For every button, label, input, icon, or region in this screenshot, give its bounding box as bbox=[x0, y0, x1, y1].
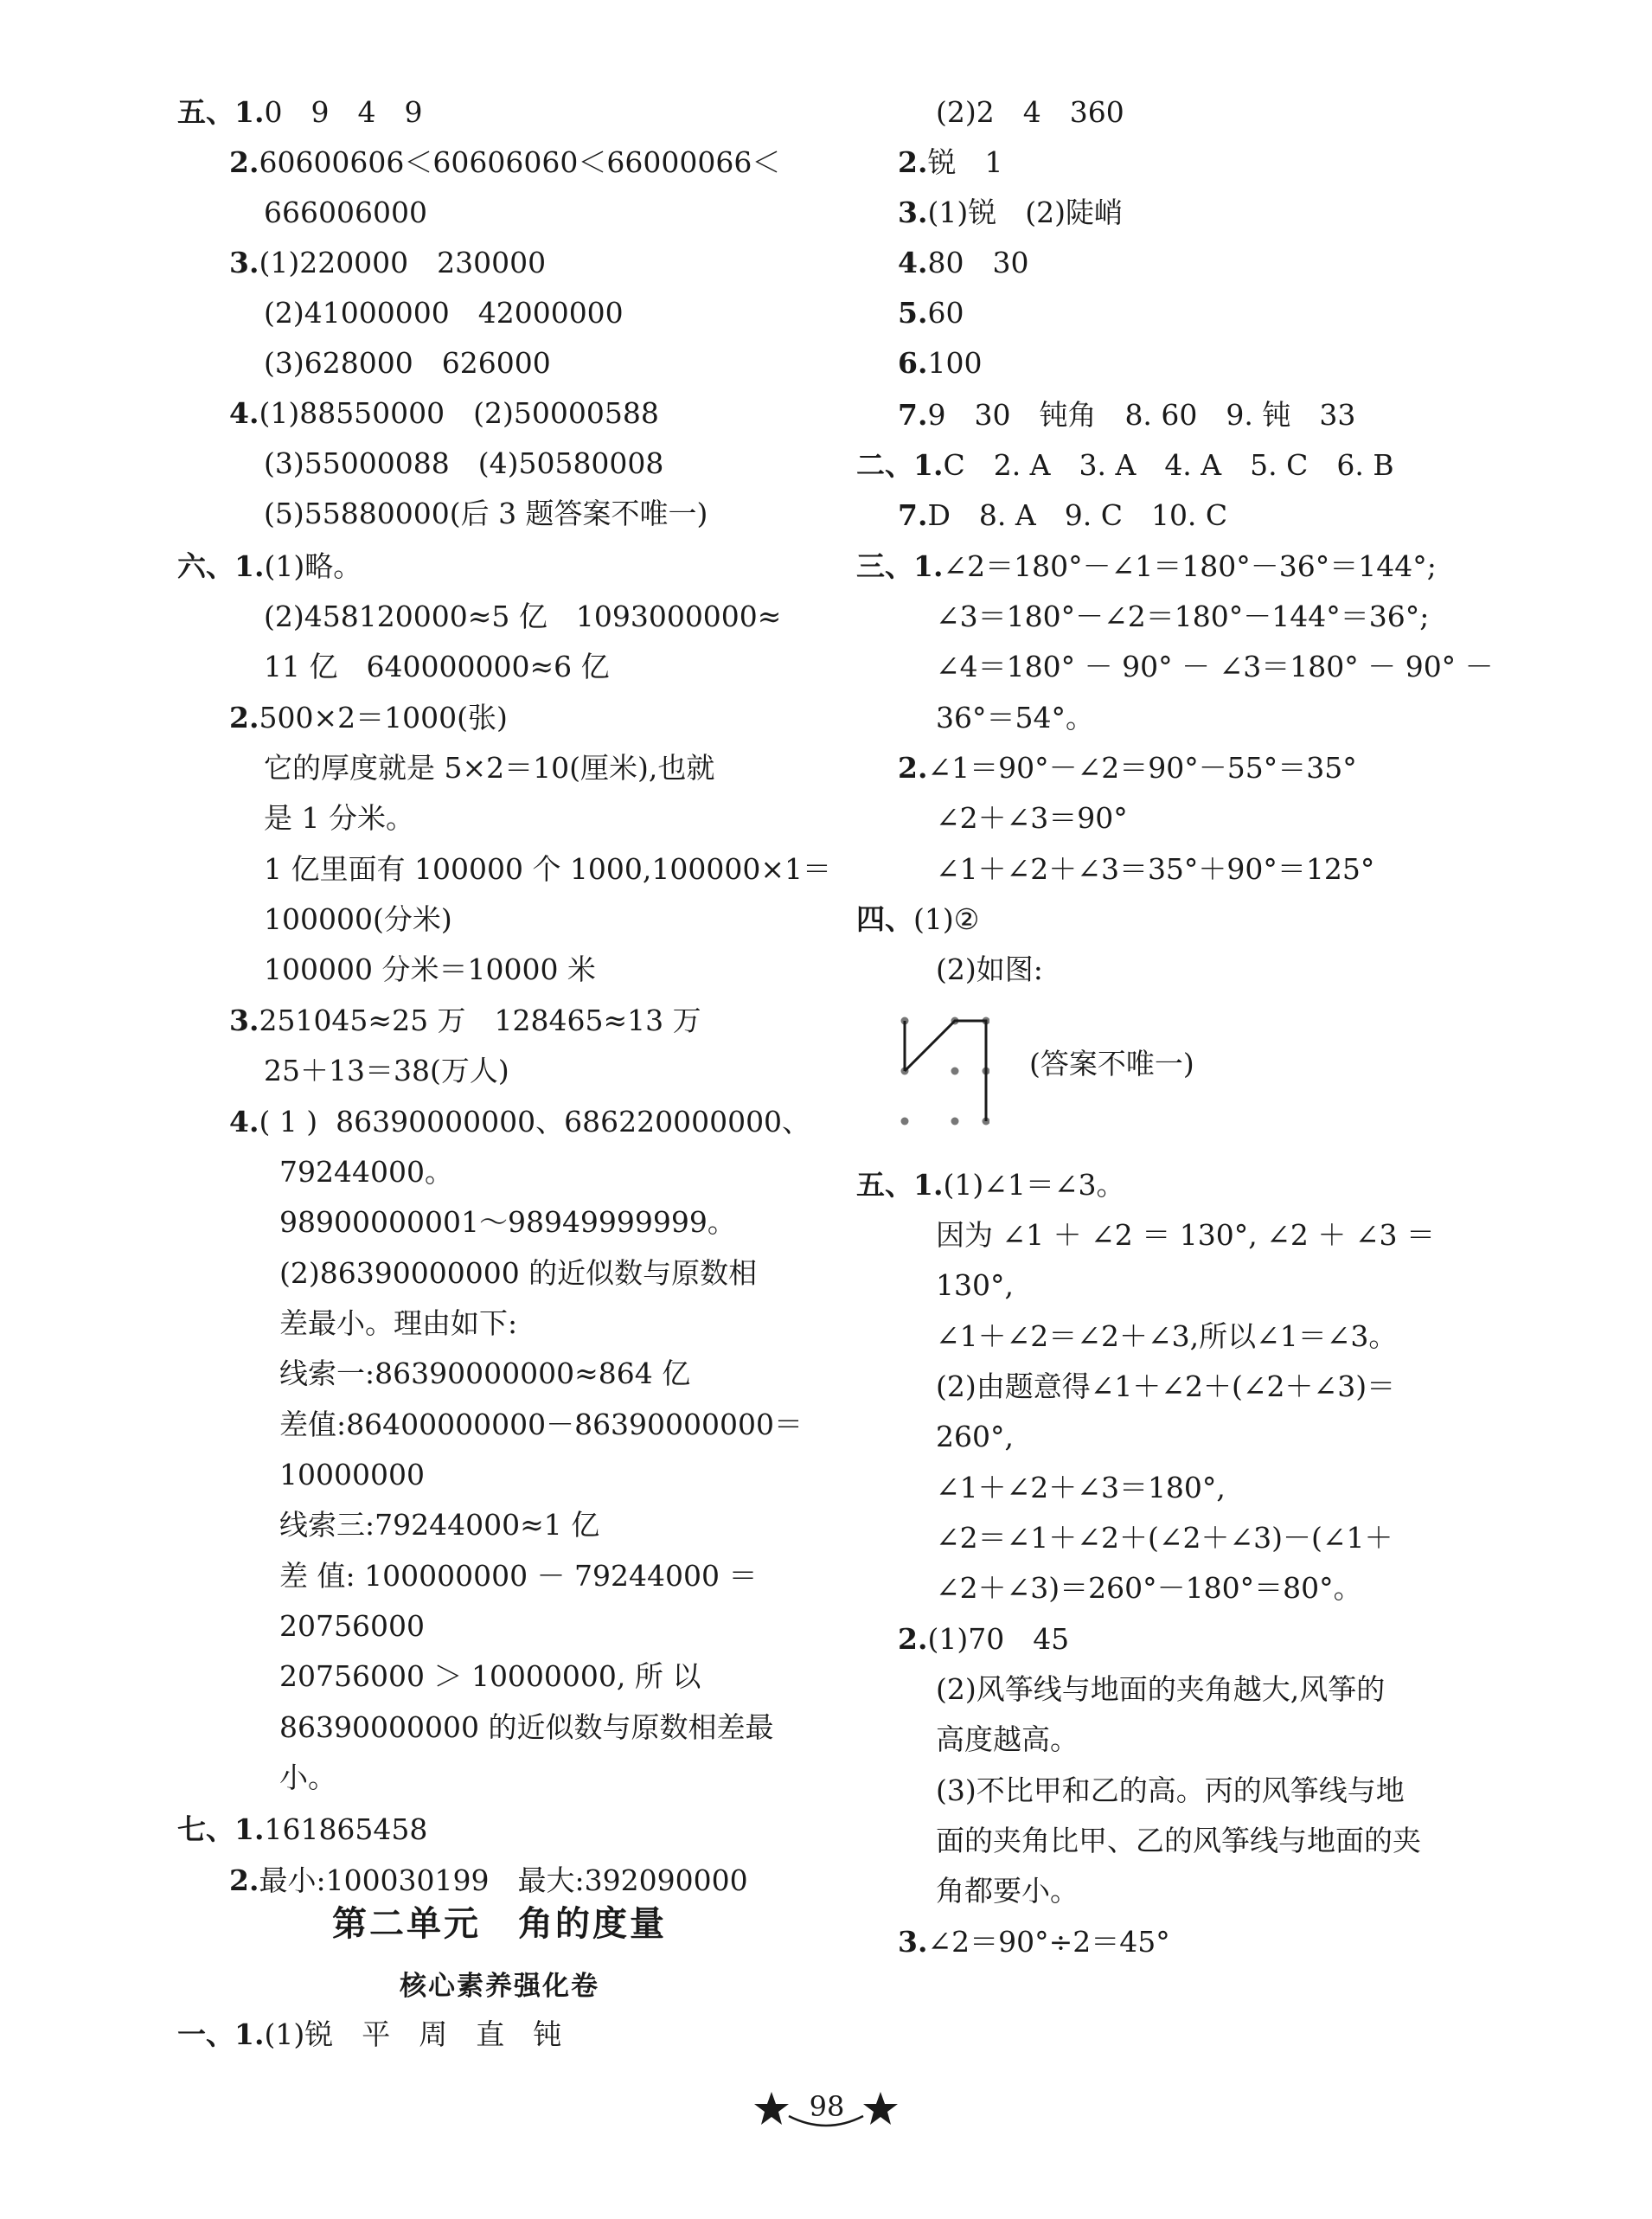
answer-line bbox=[936, 1672, 1385, 1707]
answer-text: ∠2＋∠3＝90° bbox=[936, 801, 1128, 835]
answer-text: C 2. A 3. A 4. A 5. C 6. B bbox=[943, 448, 1394, 482]
page-number: 98 bbox=[809, 2090, 845, 2123]
answer-text: 98900000001～98949999999。 bbox=[279, 1205, 736, 1239]
answer-text: ∠2＝90°÷2＝45° bbox=[927, 1925, 1170, 1959]
answer-text: (3)628000 626000 bbox=[264, 346, 551, 380]
answer-text: 10000000 bbox=[279, 1458, 425, 1491]
answer-line bbox=[898, 398, 1355, 433]
answer-line bbox=[264, 902, 452, 937]
answer-text: 高度越高。 bbox=[936, 1722, 1079, 1756]
answer-line bbox=[279, 1559, 758, 1594]
answer-text: 25＋13＝38(万人) bbox=[264, 1054, 509, 1087]
answer-text: (1)锐 平 周 直 钝 bbox=[264, 2017, 562, 2051]
answer-number: 2. bbox=[229, 145, 259, 179]
answer-text: (1)略。 bbox=[264, 549, 362, 583]
answer-line bbox=[279, 1155, 453, 1190]
answer-line bbox=[279, 1659, 701, 1694]
answer-line bbox=[898, 1925, 1170, 1959]
answer-line bbox=[177, 1812, 427, 1847]
answer-line bbox=[898, 751, 1357, 786]
answer-text: 100 bbox=[927, 346, 983, 380]
answer-line bbox=[177, 2017, 561, 2052]
answer-line bbox=[936, 1471, 1226, 1505]
answer-text: 666006000 bbox=[264, 196, 427, 229]
answer-text: 251045≈25 万 128465≈13 万 bbox=[259, 1004, 701, 1037]
answer-line bbox=[177, 95, 422, 130]
answer-number: 六、1. bbox=[177, 549, 265, 583]
answer-line bbox=[264, 1054, 509, 1088]
answer-number: 五、1. bbox=[856, 1168, 944, 1202]
answer-line bbox=[936, 852, 1374, 887]
answer-line bbox=[856, 448, 1394, 483]
answer-line bbox=[856, 902, 979, 937]
answer-text: (2)2 4 360 bbox=[936, 95, 1124, 129]
answer-text: 60600606＜60606060＜66000066＜ bbox=[259, 145, 781, 179]
answer-text: (3)55000088 (4)50580008 bbox=[264, 446, 664, 480]
answer-number: 3. bbox=[898, 1925, 928, 1959]
star-right-icon bbox=[863, 2092, 898, 2125]
answer-number: 2. bbox=[229, 1863, 259, 1897]
answer-text: 80 30 bbox=[927, 246, 1029, 279]
answer-line bbox=[279, 1306, 517, 1341]
answer-text: 1 亿里面有 100000 个 1000,100000×1＝ bbox=[264, 852, 832, 886]
answer-text: 36°＝54°。 bbox=[936, 701, 1094, 734]
answer-number: 3. bbox=[229, 246, 259, 279]
answer-number: 2. bbox=[898, 145, 928, 179]
answer-text: 是 1 分米。 bbox=[264, 801, 414, 835]
answer-line bbox=[936, 1773, 1405, 1808]
answer-text: (2)由题意得∠1＋∠2＋(∠2＋∠3)＝ bbox=[936, 1369, 1396, 1403]
answer-text: (2)风筝线与地面的夹角越大,风筝的 bbox=[936, 1672, 1386, 1706]
answer-line bbox=[898, 246, 1028, 280]
star-left-icon bbox=[754, 2092, 789, 2125]
answer-text: 差 值: 100000000 － 79244000 ＝ bbox=[279, 1559, 758, 1593]
answer-line bbox=[264, 952, 596, 987]
grid-dot bbox=[951, 1068, 959, 1075]
answer-line bbox=[264, 346, 551, 381]
answer-number: 4. bbox=[898, 246, 928, 279]
answer-text: D 8. A 9. C 10. C bbox=[927, 498, 1228, 532]
answer-text: (2)如图: bbox=[936, 952, 1043, 986]
answer-number: 二、1. bbox=[856, 448, 944, 482]
answer-line bbox=[229, 1863, 748, 1898]
answer-text: 260°, bbox=[936, 1420, 1014, 1453]
answer-text: 0 9 4 9 bbox=[264, 95, 423, 129]
answer-text: (1)∠1＝∠3。 bbox=[943, 1168, 1125, 1202]
answer-text: 20756000 ＞ 10000000, 所 以 bbox=[279, 1659, 701, 1693]
answer-text: 小。 bbox=[279, 1760, 336, 1794]
answer-line bbox=[898, 145, 1002, 180]
answer-text: ( 1 ) 86390000000、686220000000、 bbox=[259, 1105, 811, 1138]
answer-text: 线索一:86390000000≈864 亿 bbox=[279, 1356, 691, 1390]
answer-line bbox=[229, 145, 780, 180]
answer-number: 七、1. bbox=[177, 1812, 265, 1846]
answer-number: 2. bbox=[898, 1622, 928, 1656]
answer-text: (1)② bbox=[913, 902, 980, 936]
answer-number: 7. bbox=[898, 398, 928, 432]
answer-number: 5. bbox=[898, 296, 928, 330]
answer-number: 五、1. bbox=[177, 95, 265, 129]
answer-text: ∠3＝180°－∠2＝180°－144°＝36°; bbox=[936, 600, 1430, 633]
answer-line bbox=[936, 1420, 1014, 1454]
answer-line bbox=[856, 549, 1437, 584]
answer-line bbox=[936, 1874, 1079, 1908]
answer-line bbox=[936, 1369, 1395, 1404]
answer-number: 2. bbox=[898, 751, 928, 785]
answer-line bbox=[279, 1609, 425, 1644]
answer-line bbox=[936, 1218, 1435, 1253]
answer-text: 9 30 钝角 8. 60 9. 钝 33 bbox=[927, 398, 1356, 432]
answer-number: 3. bbox=[229, 1004, 259, 1037]
answer-line bbox=[279, 1760, 336, 1795]
answer-text: 差最小。理由如下: bbox=[279, 1306, 518, 1340]
answer-text: 角都要小。 bbox=[936, 1874, 1079, 1908]
answer-text: (3)不比甲和乙的高。丙的风筝线与地 bbox=[936, 1773, 1405, 1807]
answer-line bbox=[279, 1508, 599, 1542]
answer-text: (2)41000000 42000000 bbox=[264, 296, 624, 330]
answer-text: (2)86390000000 的近似数与原数相 bbox=[279, 1256, 758, 1290]
answer-number: 2. bbox=[229, 701, 259, 734]
answer-path bbox=[905, 1021, 986, 1121]
answer-line bbox=[936, 600, 1429, 634]
answer-line bbox=[264, 801, 414, 836]
answer-text: (1)70 45 bbox=[927, 1622, 1070, 1656]
answer-line bbox=[898, 296, 964, 330]
answer-line bbox=[229, 246, 546, 280]
answer-text: (5)55880000(后 3 题答案不唯一) bbox=[264, 497, 708, 530]
answer-text: 100000(分米) bbox=[264, 902, 452, 936]
answer-text: 130°, bbox=[936, 1268, 1014, 1302]
answer-text: ∠1＋∠2＋∠3＝35°＋90°＝125° bbox=[936, 852, 1375, 886]
answer-text: 161865458 bbox=[264, 1812, 428, 1846]
page-footer bbox=[752, 2085, 900, 2137]
answer-line bbox=[264, 196, 427, 230]
answer-line bbox=[936, 701, 1094, 735]
answer-text: 79244000。 bbox=[279, 1155, 453, 1189]
answer-line bbox=[936, 1319, 1397, 1354]
answer-text: 差值:86400000000－86390000000＝ bbox=[279, 1408, 804, 1441]
answer-line bbox=[936, 650, 1494, 684]
answer-line bbox=[229, 396, 659, 431]
answer-line bbox=[264, 600, 781, 634]
answer-line bbox=[898, 196, 1123, 230]
answer-line bbox=[264, 446, 663, 481]
answer-text: (1)88550000 (2)50000588 bbox=[259, 396, 659, 430]
answer-line bbox=[279, 1205, 736, 1240]
answer-line bbox=[279, 1710, 773, 1745]
answer-line bbox=[898, 346, 982, 381]
answer-number: 3. bbox=[898, 196, 928, 229]
answer-line bbox=[898, 498, 1227, 533]
answer-number: 一、1. bbox=[177, 2017, 265, 2051]
answer-text: 面的夹角比甲、乙的风筝线与地面的夹 bbox=[936, 1824, 1421, 1857]
answer-line bbox=[177, 549, 362, 584]
answer-line bbox=[856, 1168, 1125, 1202]
answer-number: 7. bbox=[898, 498, 928, 532]
answer-line bbox=[264, 296, 624, 330]
answer-text: ∠1＝90°－∠2＝90°－55°＝35° bbox=[927, 751, 1357, 785]
answer-text: 线索三:79244000≈1 亿 bbox=[279, 1508, 600, 1542]
answer-line bbox=[936, 95, 1124, 130]
answer-text: 60 bbox=[927, 296, 964, 330]
answer-line bbox=[264, 751, 714, 786]
grid-dot bbox=[901, 1118, 909, 1126]
grid-dot bbox=[951, 1118, 959, 1126]
answer-number: 4. bbox=[229, 1105, 259, 1138]
answer-number: 三、1. bbox=[856, 549, 944, 583]
answer-line bbox=[264, 497, 708, 531]
answer-text: 因为 ∠1 ＋ ∠2 ＝ 130°, ∠2 ＋ ∠3 ＝ bbox=[936, 1218, 1435, 1252]
answer-text: (1)锐 (2)陡峭 bbox=[927, 196, 1123, 229]
answer-text: ∠2＝∠1＋∠2＋(∠2＋∠3)－(∠1＋ bbox=[936, 1521, 1393, 1555]
answer-line bbox=[936, 1722, 1079, 1757]
answer-line bbox=[264, 852, 831, 887]
answer-number: 6. bbox=[898, 346, 928, 380]
answer-text: 86390000000 的近似数与原数相差最 bbox=[279, 1710, 774, 1744]
answer-text: 最小:100030199 最大:392090000 bbox=[259, 1863, 748, 1897]
figure-note: (答案不唯一) bbox=[1029, 1047, 1194, 1081]
answer-number: 四、 bbox=[856, 902, 913, 936]
answer-line bbox=[936, 801, 1128, 836]
answer-text: ∠1＋∠2＝∠2＋∠3,所以∠1＝∠3。 bbox=[936, 1319, 1398, 1353]
unit-title: 第二单元 角的度量 bbox=[332, 1904, 667, 1944]
answer-text: (2)458120000≈5 亿 1093000000≈ bbox=[264, 600, 782, 633]
answer-text: 11 亿 640000000≈6 亿 bbox=[264, 650, 610, 683]
answer-line bbox=[279, 1408, 803, 1442]
answer-line bbox=[936, 1571, 1362, 1606]
answer-line bbox=[279, 1458, 425, 1492]
answer-text: 它的厚度就是 5×2＝10(厘米),也就 bbox=[264, 751, 715, 785]
answer-text: (1)220000 230000 bbox=[259, 246, 547, 279]
answer-line bbox=[279, 1356, 690, 1391]
answer-line bbox=[936, 1824, 1421, 1858]
answer-text: 500×2＝1000(张) bbox=[259, 701, 508, 734]
answer-line bbox=[936, 952, 1043, 987]
dot-grid-figure bbox=[894, 1010, 989, 1132]
answer-text: 20756000 bbox=[279, 1609, 425, 1643]
answer-text: ∠2＋∠3)＝260°－180°＝80°。 bbox=[936, 1571, 1362, 1605]
answer-line bbox=[936, 1521, 1393, 1555]
answer-text: ∠1＋∠2＋∠3＝180°, bbox=[936, 1471, 1226, 1504]
answer-text: 100000 分米＝10000 米 bbox=[264, 952, 596, 986]
answer-line bbox=[898, 1622, 1069, 1657]
answer-line bbox=[229, 1004, 701, 1038]
answer-line bbox=[229, 701, 508, 735]
unit-subtitle: 核心素养强化卷 bbox=[400, 1971, 599, 2002]
answer-line bbox=[936, 1268, 1014, 1303]
answer-text: ∠4＝180° － 90° － ∠3＝180° － 90° － bbox=[936, 650, 1494, 683]
answer-text: ∠2＝180°－∠1＝180°－36°＝144°; bbox=[943, 549, 1437, 583]
answer-line bbox=[229, 1105, 810, 1139]
answer-number: 4. bbox=[229, 396, 259, 430]
answer-line bbox=[264, 650, 610, 684]
answer-line bbox=[279, 1256, 757, 1291]
answer-text: 锐 1 bbox=[927, 145, 1003, 179]
